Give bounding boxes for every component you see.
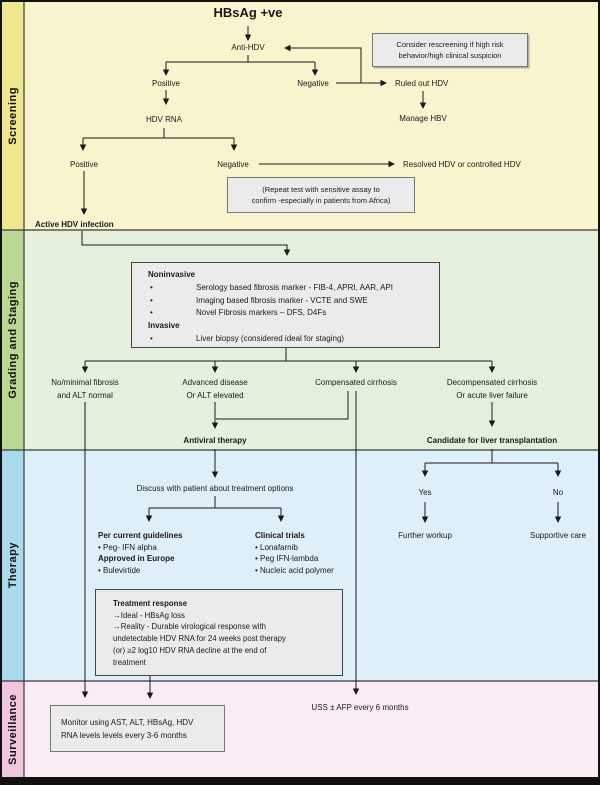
note-repeat-test [227,177,415,213]
node-anti-hdv-positive: Positive [151,79,181,88]
trials-item-lonafarnib: • Lonafarnib [255,542,298,552]
node-transplant-yes: Yes [418,488,432,497]
node-anti-hdv-negative: Negative [297,79,329,88]
node-anti-hdv: Anti-HDV [231,43,265,52]
node-hdv-rna-negative: Negative [217,160,249,169]
node-candidate-transplantation: Candidate for liver transplantation [426,436,558,445]
treatment-response-box [95,589,343,676]
fibrosis-marker-box [131,262,440,348]
node-no-minimal-fibrosis [51,377,119,402]
monitor-box-line1: Monitor using AST, ALT, HBsAg, HDV [61,717,194,727]
node-hdv-rna-positive: Positive [69,160,99,169]
fibrosis-item-serology [148,282,433,295]
treatment-response-reality-3: (or) ≥2 log10 HDV RNA decline at the end of [113,645,267,655]
fibrosis-item-biopsy-text: Liver biopsy (considered ideal for staging) [196,333,345,343]
bullet-icon: • [150,282,153,292]
node-antiviral-therapy: Antiviral therapy [183,436,247,445]
bullet-icon: • [150,295,153,305]
monitor-box-line2: RNA levels levels every 3-6 months [61,730,187,740]
bullet-icon: • [150,308,153,318]
fibrosis-item-imaging-text: Imaging based fibrosis marker - VCTE and SWE [196,295,368,305]
note-consider-rescreening [372,33,528,67]
node-uss-afp: USS ± AFP every 6 months [311,703,409,712]
fibrosis-item-novel [148,307,433,320]
monitor-box [50,705,225,752]
note-repeat-test-line1: (Repeat test with sensitive assay to [262,185,380,194]
node-compensated-cirrhosis: Compensated cirrhosis [315,378,397,387]
treatment-response-ideal: →Ideal - HBsAg loss [113,610,185,620]
node-further-workup: Further workup [398,531,452,540]
note-consider-rescreening-line1: Consider rescreening if high risk [396,40,504,49]
fibrosis-noninvasive-heading: Noninvasive [148,270,196,279]
bullet-icon: • [150,333,153,343]
node-advanced-disease [182,377,247,402]
node-ruled-out-hdv: Ruled out HDV [395,79,449,88]
guidelines-europe-heading: Approved in Europe [98,554,175,563]
guidelines-list [98,530,182,576]
band-screening-label: Screening [7,87,19,145]
trials-item-nucleic-acid: • Nucleic acid polymer [255,565,334,575]
fibrosis-invasive-heading: Invasive [148,321,180,331]
trials-heading: Clinical trials [255,531,305,540]
note-repeat-test-line2: confirm -especially in patients from Africa) [251,196,391,205]
node-no-minimal-fibrosis-line1: No/minimal fibrosis [51,378,119,387]
node-no-minimal-fibrosis-line2: and ALT normal [57,390,113,400]
guidelines-item-bulevirtide: • Bulevirtide [98,565,141,575]
band-surveillance-label: Surveillance [7,693,19,765]
fibrosis-item-novel-text: Novel Fibrosis markers – DFS, D4Fs [196,308,327,318]
node-hbsag-positive: HBsAg +ve [213,5,283,20]
clinical-trials-list [255,530,334,576]
node-decompensated-cirrhosis-line2: Or acute liver failure [456,390,528,400]
node-discuss-options: Discuss with patient about treatment options [136,484,294,493]
note-consider-rescreening-line2: behavior/high clinical suspicion [398,51,502,60]
node-supportive-care: Supportive care [529,531,587,540]
node-advanced-disease-line2: Or ALT elevated [186,390,244,400]
band-grading-label: Grading and Staging [7,281,19,399]
fibrosis-item-imaging [148,295,433,308]
guidelines-heading: Per current guidelines [98,531,183,540]
treatment-response-reality-2: undetectable HDV RNA for 24 weeks post therapy [113,634,286,644]
treatment-response-reality-4: treatment [113,657,146,667]
trials-item-peg-ifn-lambda: • Peg IFN-lambda [255,554,319,563]
node-transplant-no: No [552,488,564,497]
node-advanced-disease-line1: Advanced disease [182,378,248,387]
band-therapy-label: Therapy [7,542,19,589]
guidelines-item-peg-ifn: • Peg- IFN alpha [98,542,157,552]
treatment-response-heading: Treatment response [113,599,188,608]
node-manage-hbv: Manage HBV [399,114,447,123]
treatment-response-reality-1: →Reality - Durable virological response with [113,622,266,632]
node-active-hdv-infection: Active HDV infection [35,220,114,229]
fibrosis-item-serology-text: Serology based fibrosis marker - FIB-4, APRI, AAR, API [196,282,393,292]
fibrosis-item-biopsy [148,333,433,346]
node-decompensated-cirrhosis-line1: Decompensated cirrhosis [446,378,538,387]
node-hdv-rna: HDV RNA [145,115,183,124]
node-decompensated-cirrhosis [447,377,537,402]
node-resolved-hdv: Resolved HDV or controlled HDV [403,160,521,169]
